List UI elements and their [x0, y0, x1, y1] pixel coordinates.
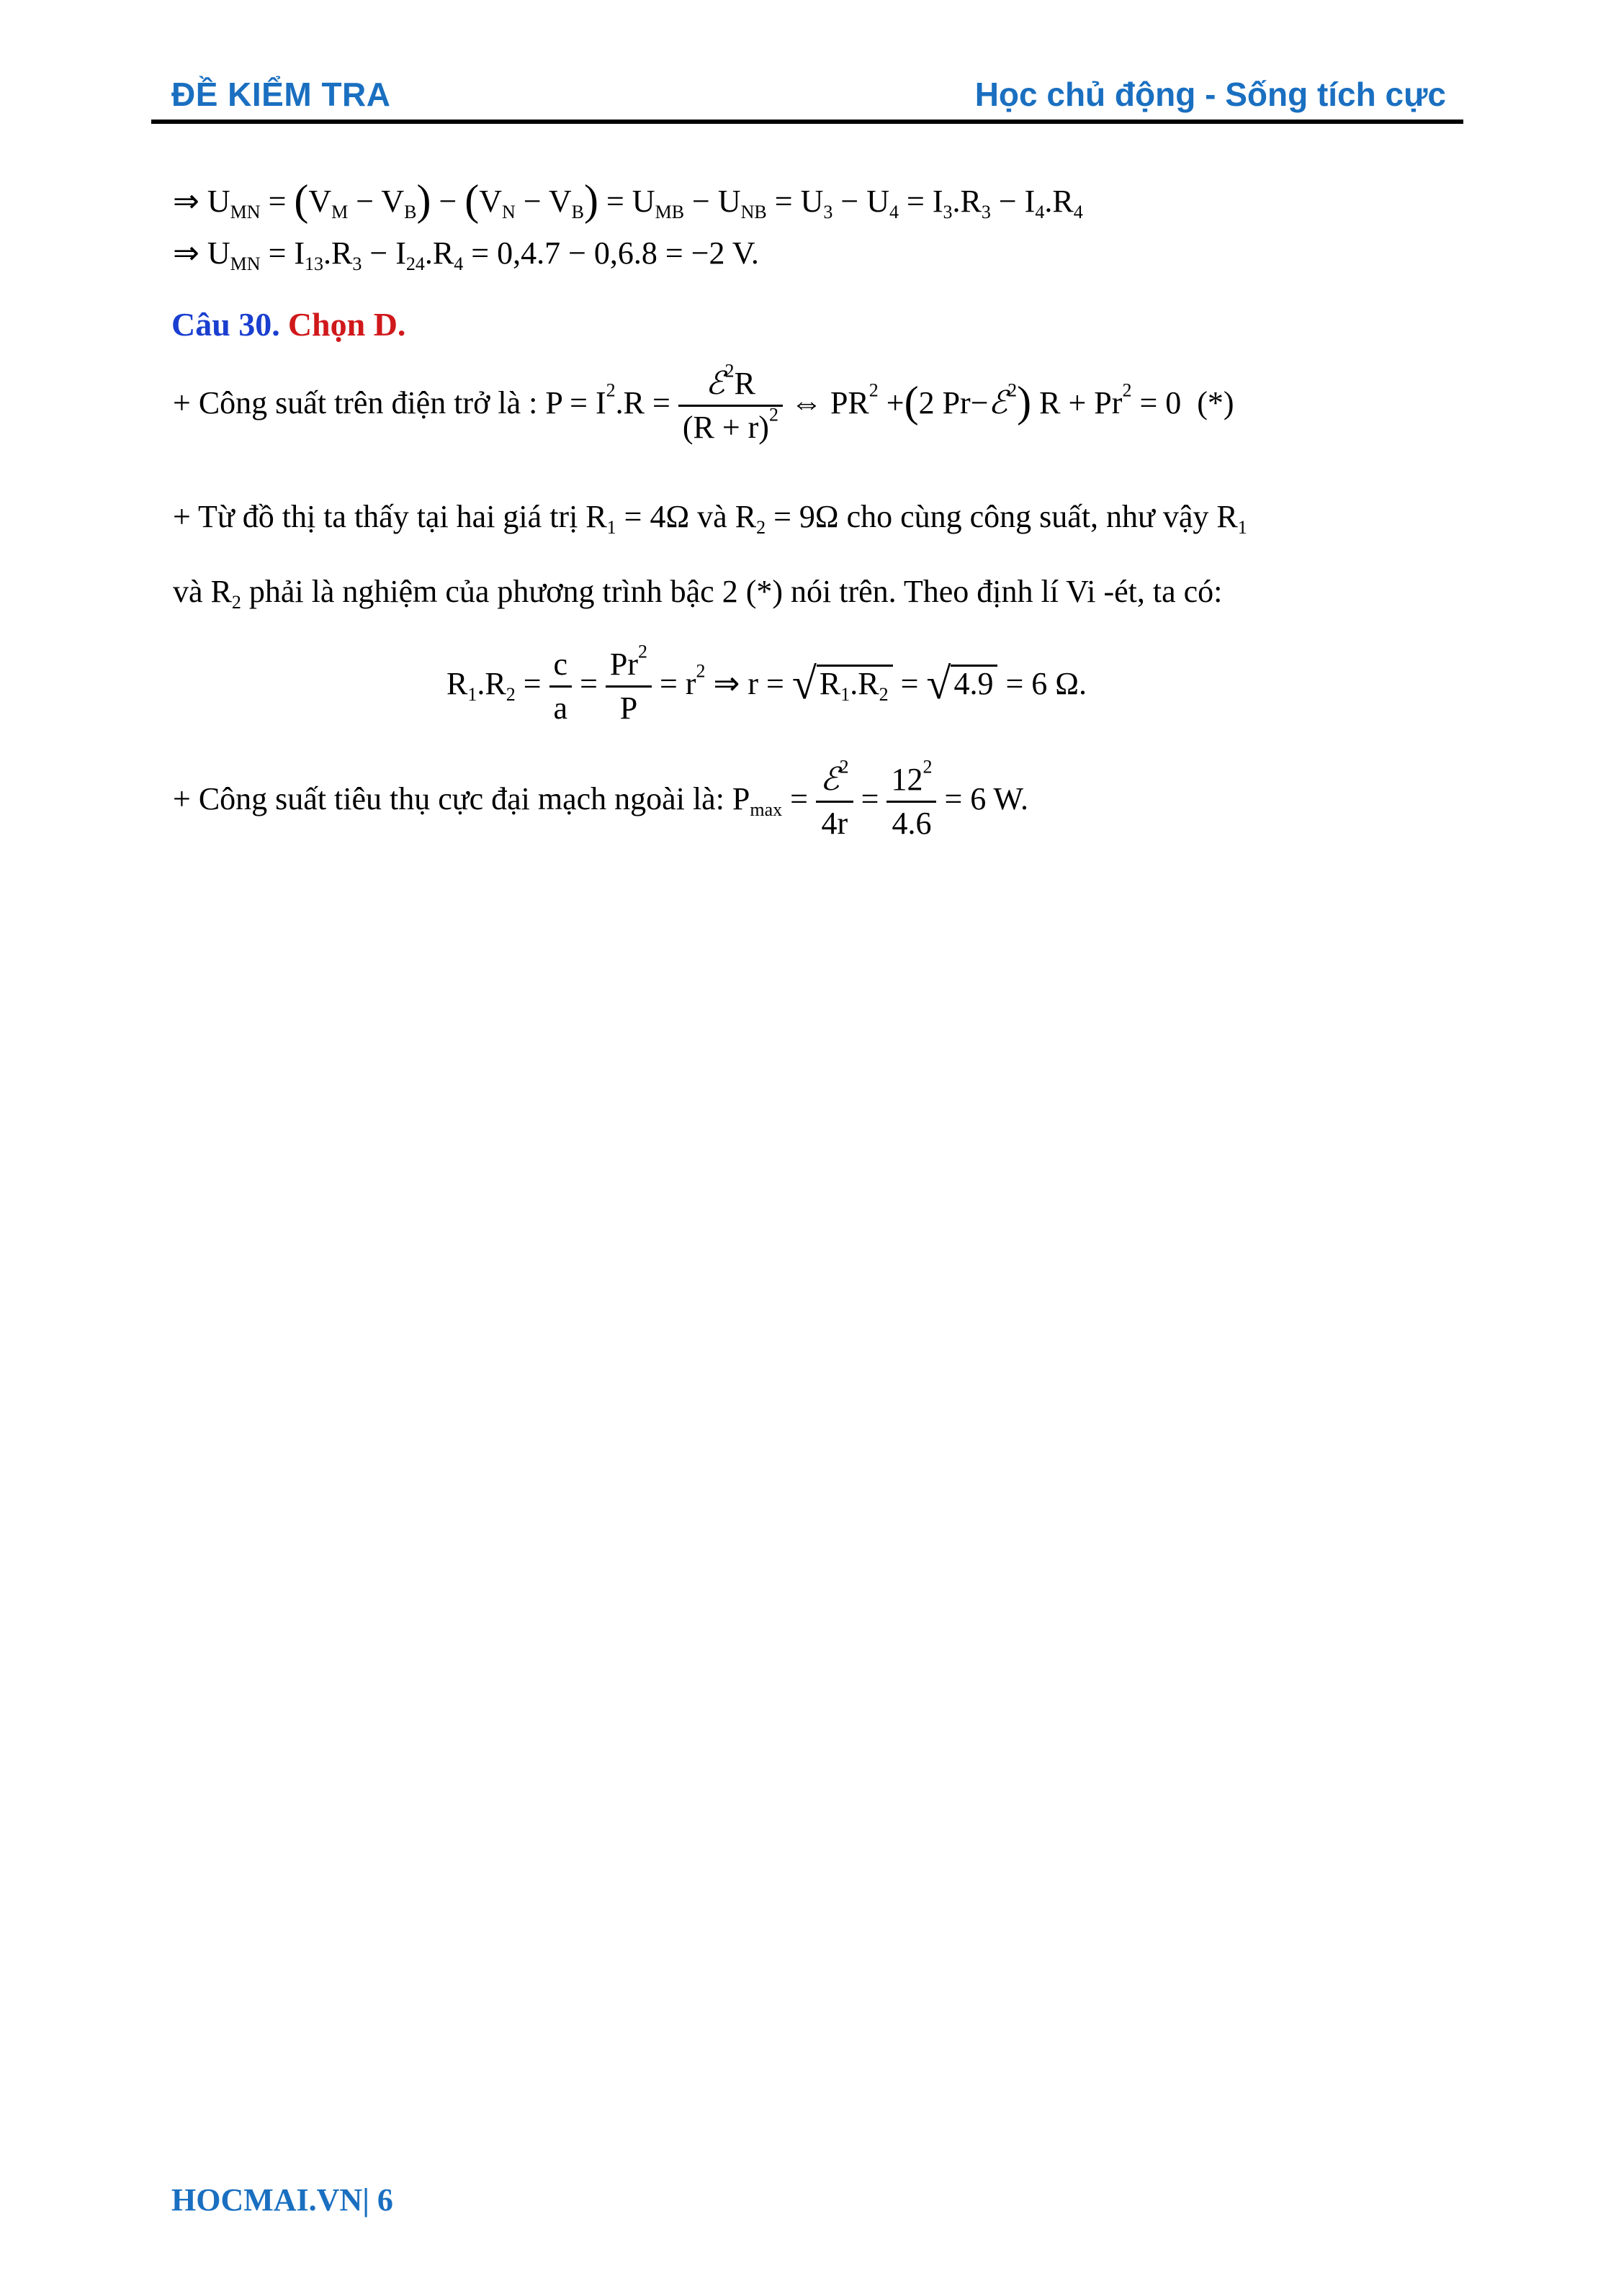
graph-observation-line: + Từ đồ thị ta thấy tại hai giá trị $R_1 = 4\Omega$ và $R_2 = 9\Omega$ cho cùng công suất, như vậy $R_1$	[173, 499, 1247, 539]
question-number: Câu 30.	[171, 306, 280, 343]
page-footer: HOCMAI.VN| 6	[171, 2182, 393, 2218]
header-slogan: Học chủ động - Sống tích cực	[974, 76, 1446, 113]
header-divider	[151, 120, 1463, 124]
sqrt-r1r2: $R_1.R_2$	[817, 665, 893, 700]
c-over-a-fraction: $\frac{c}{a}$	[549, 648, 573, 725]
page-header	[0, 0, 1616, 130]
power-formula-line: + Công suất trên điện trở là : $P = I^2.R$ = $\frac{ℰ^2R}{(R + r)^2}$ ⇔ $PR^2 +(2$ Pr−ℰ$^2$) $R + Pr^2 = 0$ (*)	[173, 360, 1234, 446]
pr2-over-p-fraction: $\frac{Pr^2}{P}$	[606, 648, 652, 725]
max-power-line: + Công suất tiêu thụ cực đại mạch ngoài là: $P_{max}$ = $\frac{ℰ^2}{4r}$ = $\frac{12^2}{4.6}$ = 6 W.	[173, 756, 1028, 842]
question-heading	[171, 308, 405, 341]
sqrt-product: 4.9	[951, 665, 997, 700]
header-title: ĐỀ KIỂM TRA	[171, 76, 391, 113]
vieta-intro-line: và $R_2$ phải là nghiệm của phương trình bậc 2 (*) nói trên. Theo định lí Vi -ét, ta có:	[173, 574, 1223, 613]
equation-umn-value: ⇒ $U_{MN} = I_{13}.R_3 - I_{24}.R_4 = 0,4.7 - 0,6.8 = -2$ V.	[173, 235, 759, 275]
equation-umn-expansion: ⇒ $U_{MN} = (V_M - V_B) - (V_N - V_B) = U_{MB} - U_{NB} = U_3 - U_4 = I_3.R_3 - I_4.R_4$	[173, 176, 1083, 224]
vieta-equation-line: $R_1.R_2$ = $\frac{c}{a}$ = $\frac{Pr^2}{P}$ = $r^2$ ⇒ $r = √R_1.R_2 = √4.9 = 6$ Ω.	[446, 641, 1087, 726]
twelve-squared-fraction: $\frac{12^2}{4.6}$	[886, 763, 936, 840]
power-fraction: $\frac{ℰ^2R}{(R + r)^2}$	[678, 367, 783, 444]
answer-choice: Chọn D.	[287, 306, 406, 343]
e2-over-4r-fraction: $\frac{ℰ^2}{4r}$	[816, 763, 853, 840]
